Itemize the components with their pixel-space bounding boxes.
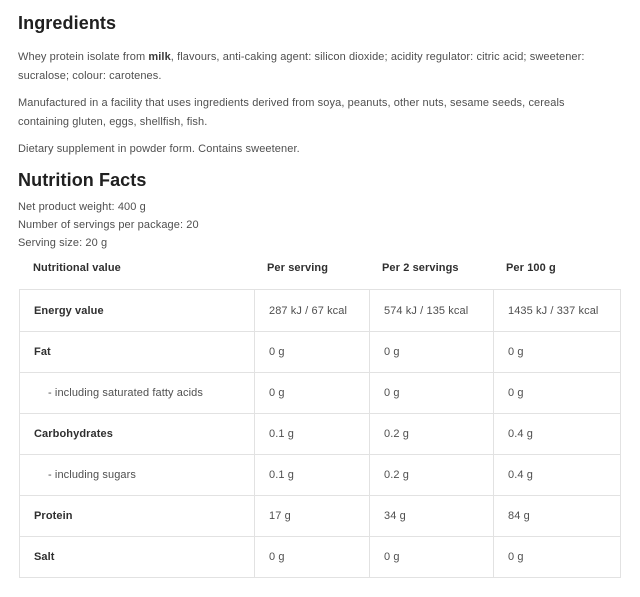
per-serving-cell: 0 g <box>254 537 369 577</box>
per-serving-cell: 0.1 g <box>254 455 369 495</box>
per-2-servings-cell: 0 g <box>369 332 493 372</box>
nutrient-name-cell: - including saturated fatty acids <box>48 387 203 399</box>
supplement-form-paragraph: Dietary supplement in powder form. Contains sweetener. <box>18 143 300 155</box>
per-2-servings-cell: 34 g <box>369 496 493 536</box>
nutrient-name-cell: - including sugars <box>48 469 137 481</box>
nutrition-facts-title: Nutrition Facts <box>18 170 147 190</box>
per-100-g-cell: 0 g <box>493 373 622 413</box>
per-100-g-cell: 1435 kJ / 337 kcal <box>493 290 622 331</box>
table-row-protein <box>20 495 620 536</box>
nutrition-table-body <box>19 289 621 578</box>
per-100-g-cell: 0.4 g <box>493 455 622 495</box>
per-2-servings-cell: 574 kJ / 135 kcal <box>369 290 493 331</box>
nutrient-name-cell: Fat <box>34 346 51 358</box>
nutrient-name-cell: Carbohydrates <box>34 428 113 440</box>
nutrient-name-cell: Protein <box>34 510 73 522</box>
serving-size: Serving size: 20 g <box>18 237 108 249</box>
table-row-sugars <box>20 454 620 495</box>
nutrition-facts-section <box>18 167 621 578</box>
per-serving-cell: 0 g <box>254 332 369 372</box>
package-meta <box>18 198 621 252</box>
allergen-milk-bold: milk <box>148 51 171 63</box>
per-2-servings-cell: 0 g <box>369 373 493 413</box>
composition-paragraph <box>18 48 604 86</box>
table-row-carbohydrates <box>20 413 620 454</box>
composition-text-suffix: , flavours, anti-caking agent: silicon dioxide; acidity regulator: citric acid; sweetener: sucralose; colour: carotenes. <box>18 51 585 82</box>
table-row-fat <box>20 331 620 372</box>
per-serving-cell: 287 kJ / 67 kcal <box>254 290 369 331</box>
per-2-servings-cell: 0 g <box>369 537 493 577</box>
per-serving-cell: 0 g <box>254 373 369 413</box>
nutrient-name-cell: Energy value <box>34 304 104 317</box>
table-row-saturated-fatty-acids <box>20 372 620 413</box>
per-serving-cell: 17 g <box>254 496 369 536</box>
ingredients-title: Ingredients <box>18 13 117 33</box>
per-serving-cell: 0.1 g <box>254 414 369 454</box>
table-row-salt <box>20 536 620 577</box>
per-100-g-cell: 84 g <box>493 496 622 536</box>
facility-notice-paragraph: Manufactured in a facility that uses ingredients derived from soya, peanuts, other nuts, sesame seeds, cereals containing gluten, eggs, shellfish, fish. <box>18 97 565 128</box>
net-product-weight: Net product weight: 400 g <box>18 201 146 213</box>
per-2-servings-cell: 0.2 g <box>369 455 493 495</box>
per-2-servings-cell: 0.2 g <box>369 414 493 454</box>
nutrient-name-cell: Salt <box>34 551 55 563</box>
ingredients-section <box>18 10 621 159</box>
header-per-100-g: Per 100 g <box>506 262 556 274</box>
table-row-energy-value <box>20 290 620 331</box>
header-per-2-servings: Per 2 servings <box>382 262 459 274</box>
servings-per-package: Number of servings per package: 20 <box>18 219 199 231</box>
per-100-g-cell: 0 g <box>493 537 622 577</box>
nutrition-table-header-row <box>19 260 621 276</box>
per-100-g-cell: 0 g <box>493 332 622 372</box>
header-nutritional-value: Nutritional value <box>33 262 121 274</box>
header-per-serving: Per serving <box>267 262 329 274</box>
per-100-g-cell: 0.4 g <box>493 414 622 454</box>
composition-text-prefix: Whey protein isolate from <box>18 51 149 63</box>
nutrition-table <box>19 260 621 578</box>
